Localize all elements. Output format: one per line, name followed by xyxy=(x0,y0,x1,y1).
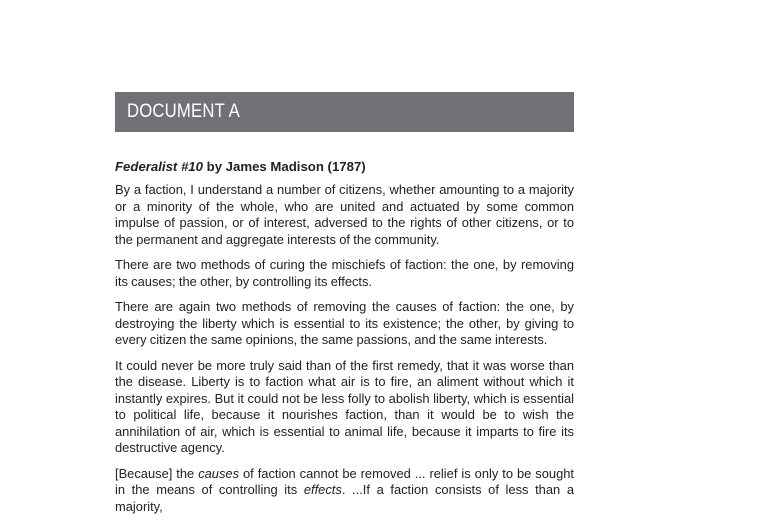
emphasis-causes: causes xyxy=(198,465,240,481)
paragraph-two-methods-removing: There are again two methods of removing the causes of faction: the one, by destroying the liberty which is essential to its existence; the other, by giving to every citizen the same opinions, the same passions, and the same interests. xyxy=(115,299,574,347)
paragraph-causes-effects xyxy=(115,466,574,516)
emphasis-effects: effects xyxy=(303,482,342,497)
paragraph-two-methods-curing: There are two methods of curing the mischiefs of faction: the one, by removing its causes; the other, by controlling its effects. xyxy=(115,257,574,289)
source-heading xyxy=(115,158,574,175)
source-byline: by James Madison (1787) xyxy=(202,159,366,174)
paragraph-faction-definition: By a faction, I understand a number of citizens, whether amounting to a majority or a minority of the whole, who are united and actuated by some common impulse of passion, or of interest, adversed to the rights of other citizens, or to the permanent and aggregate interests of the community. xyxy=(115,182,574,247)
paragraph-segment: of faction cannot be removed ... relief is only to be sought in the means of controlling its xyxy=(115,465,574,497)
document-body xyxy=(115,158,574,524)
document-banner xyxy=(115,92,574,132)
source-title: Federalist #10 xyxy=(115,159,203,174)
document-title: DOCUMENT A xyxy=(127,101,240,122)
paragraph-first-remedy: It could never be more truly said than of the first remedy, that it was worse than the disease. Liberty is to faction what air is to fire, an aliment without which it instantly expires. But it could not be less folly to abolish liberty, which is essential to political life, because it nourishes faction, than it would be to wish the annihilation of air, which is essential to animal life, because it imparts to fire its destructive agency. xyxy=(115,357,574,455)
paragraph-segment: . ...If a faction consists of less than a majority, xyxy=(115,482,574,514)
paragraph-segment: [Because] the xyxy=(115,465,199,481)
